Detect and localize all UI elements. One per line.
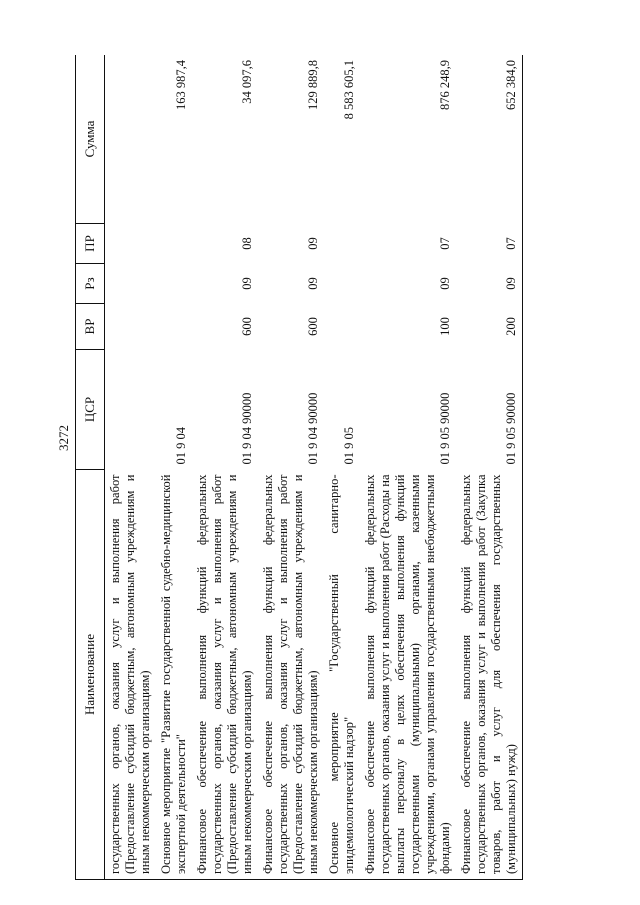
rotated-page-content bbox=[75, 55, 605, 880]
cell-vr bbox=[105, 304, 157, 350]
cell-rz bbox=[324, 264, 360, 304]
cell-csr: 01 9 04 90000 bbox=[306, 392, 320, 465]
cell-csr: 01 9 05 bbox=[342, 427, 356, 465]
cell-pr: 09 bbox=[306, 237, 320, 250]
cell-sum: 34 097,6 bbox=[192, 55, 258, 224]
cell-csr bbox=[105, 350, 157, 470]
cell-rz: 09 bbox=[456, 264, 523, 304]
table-header-row bbox=[76, 55, 105, 880]
cell-rz: 09 bbox=[306, 277, 320, 290]
cell-vr: 100 bbox=[438, 317, 452, 336]
table-row bbox=[192, 55, 258, 880]
header-name: Наименование bbox=[76, 470, 105, 880]
table-row bbox=[456, 55, 523, 880]
header-rz: Рз bbox=[76, 264, 105, 304]
cell-name: Финансовое обеспечение выполнения функций федеральных государственных органов, оказания услуг и выполнения работ (Предоставление субсидий бюджетным, автономным учреждениям и иным некоммерческим организациям) bbox=[258, 470, 324, 880]
cell-rz bbox=[105, 264, 157, 304]
cell-sum: 8 583 605,1 bbox=[324, 55, 360, 224]
cell-name: Финансовое обеспечение выполнения функций федеральных государственных органов, оказания услуг и выполнения работ (Закупка товаров, работ и услуг для обеспечения государственных (муниципальных) нужд) bbox=[456, 470, 523, 880]
cell-pr bbox=[324, 224, 360, 264]
cell-pr: 07 bbox=[456, 224, 523, 264]
cell-pr bbox=[105, 224, 157, 264]
table-row bbox=[360, 55, 456, 880]
cell-vr bbox=[324, 304, 360, 350]
page-number: 3272 bbox=[56, 425, 71, 451]
header-pr: ПР bbox=[76, 224, 105, 264]
table-row bbox=[156, 55, 192, 880]
cell-vr: 600 bbox=[240, 317, 254, 336]
cell-pr bbox=[156, 224, 192, 264]
cell-sum bbox=[105, 55, 157, 224]
cell-sum: 876 248,9 bbox=[360, 55, 456, 224]
rotated-table-container bbox=[75, 55, 605, 880]
cell-rz: 09 bbox=[240, 277, 254, 290]
cell-pr: 07 bbox=[438, 237, 452, 250]
table-row bbox=[324, 55, 360, 880]
cell-csr: 01 9 04 bbox=[174, 427, 188, 465]
cell-name: Финансовое обеспечение выполнения функций федеральных государственных органов, оказания услуг и выполнения работ (Расходы на выплаты персоналу в целях обеспечения выполнения функций государственными (муниципальными) органами, казенными учреждениями, органами управления государственными внебюджетными фондами) bbox=[360, 470, 456, 880]
budget-table bbox=[75, 55, 523, 880]
cell-csr: 01 9 04 90000 bbox=[240, 392, 254, 465]
header-vr: ВР bbox=[76, 304, 105, 350]
cell-sum: 652 384,0 bbox=[456, 55, 523, 224]
table-row bbox=[105, 55, 157, 880]
header-sum: Сумма bbox=[76, 55, 105, 224]
cell-csr: 01 9 05 90000 bbox=[438, 392, 452, 465]
cell-rz bbox=[156, 264, 192, 304]
cell-pr: 08 bbox=[240, 237, 254, 250]
table-row bbox=[258, 55, 324, 880]
cell-sum: 129 889,8 bbox=[258, 55, 324, 224]
cell-vr: 600 bbox=[306, 317, 320, 336]
cell-rz: 09 bbox=[438, 277, 452, 290]
cell-name: государственных органов, оказания услуг и выполнения работ (Предоставление субсидий бюджетным, автономным учреждениям и иным некоммерческим организациям) bbox=[105, 470, 157, 880]
cell-vr: 200 bbox=[456, 304, 523, 350]
cell-name: Основное мероприятие "Государственный санитарно-эпидемиологический надзор" bbox=[324, 470, 360, 880]
cell-name: Основное мероприятие "Развитие государственной судебно-медицинской экспертной деятельности" bbox=[156, 470, 192, 880]
cell-name: Финансовое обеспечение выполнения функций федеральных государственных органов, оказания услуг и выполнения работ (Предоставление субсидий бюджетным, автономным учреждениям и иным некоммерческим организациям) bbox=[192, 470, 258, 880]
header-csr: ЦСР bbox=[76, 350, 105, 470]
cell-sum: 163 987,4 bbox=[156, 55, 192, 224]
cell-csr: 01 9 05 90000 bbox=[456, 350, 523, 470]
cell-vr bbox=[156, 304, 192, 350]
